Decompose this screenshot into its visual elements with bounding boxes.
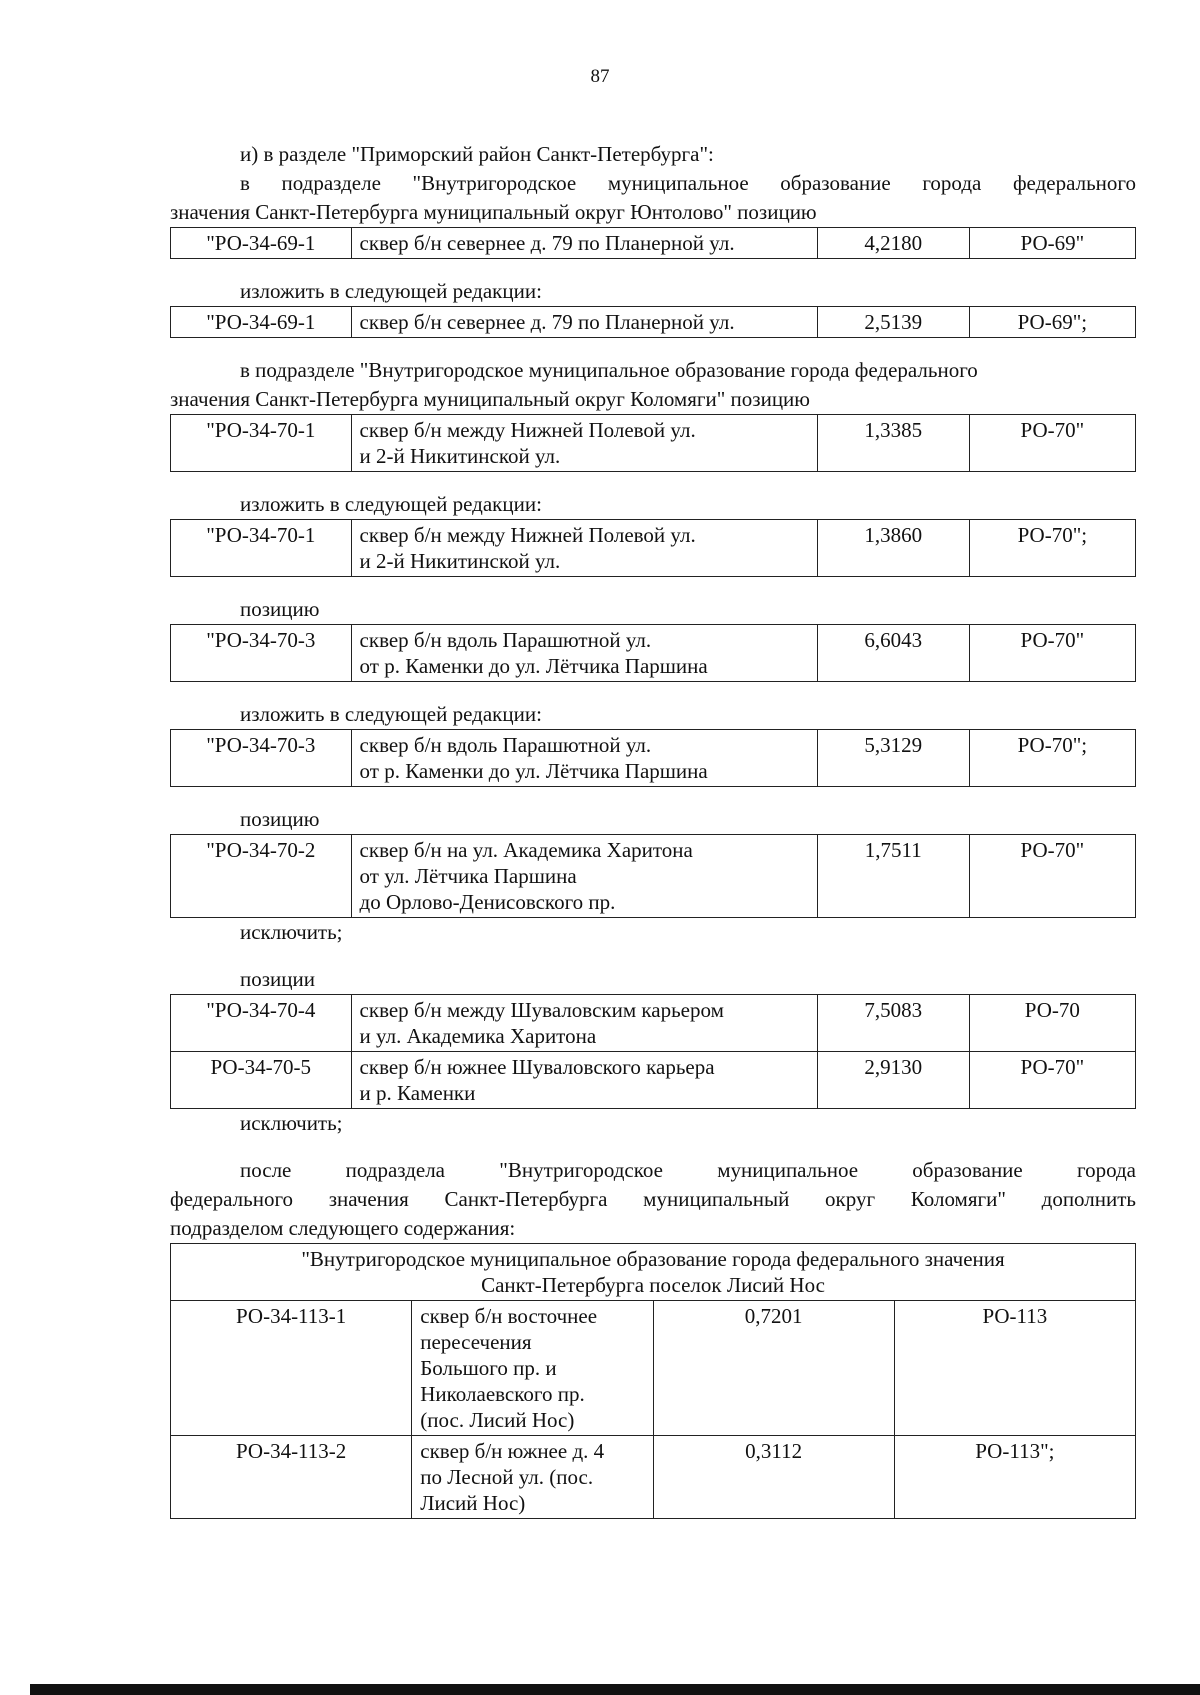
cell-name-line: сквер б/н вдоль Парашютной ул.: [359, 628, 652, 652]
cell-code: "РО-34-69-1: [171, 228, 352, 259]
cell-district: РО-70";: [969, 730, 1135, 787]
cell-name-line: сквер б/н севернее д. 79 по Планерной ул.: [359, 231, 735, 255]
cell-code: "РО-34-70-3: [171, 730, 352, 787]
cell-area: 0,7201: [653, 1301, 894, 1436]
cell-area: 7,5083: [817, 995, 969, 1052]
cell-district: РО-70": [969, 1052, 1135, 1109]
document-body: [170, 140, 1136, 1519]
scan-edge-bar: [30, 1684, 1200, 1695]
cell-district: РО-113";: [894, 1436, 1135, 1519]
table-kolomyagi-701-old: [170, 414, 1136, 472]
cell-code: РО-34-113-1: [171, 1301, 412, 1436]
cell-name-line: сквер б/н севернее д. 79 по Планерной ул.: [359, 310, 735, 334]
cell-name: [351, 228, 817, 259]
cell-name: [351, 995, 817, 1052]
cell-area: 1,7511: [817, 835, 969, 918]
cell-district: РО-70": [969, 415, 1135, 472]
cell-name-line: сквер б/н восточнее пересечения: [420, 1304, 598, 1354]
subsection-header-line: "Внутригородское муниципальное образование города федерального значения: [301, 1247, 1005, 1271]
subsection-kolomyagi-line2: значения Санкт-Петербурга муниципальный округ Коломяги" позицию: [170, 387, 810, 411]
after-subsection-line1: после подраздела "Внутригородское муниципальное образование города: [240, 1158, 1136, 1182]
cell-name-line: от р. Каменки до ул. Лётчика Паршина: [359, 654, 708, 678]
table-kolomyagi-701-new: [170, 519, 1136, 577]
cell-code: "РО-34-70-1: [171, 415, 352, 472]
cell-name-line: от р. Каменки до ул. Лётчика Паршина: [359, 759, 708, 783]
cell-name-line: сквер б/н южнее Шуваловского карьера: [359, 1055, 715, 1079]
table-kolomyagi-702-excluded: [170, 834, 1136, 918]
position-phrase: позицию: [240, 597, 320, 621]
cell-name-line: сквер б/н между Нижней Полевой ул.: [359, 523, 696, 547]
cell-name-line: до Орлово-Денисовского пр.: [359, 890, 616, 914]
table-row: [171, 1301, 1136, 1436]
after-subsection-line3: подразделом следующего содержания:: [170, 1216, 516, 1240]
cell-name-line: сквер б/н южнее д. 4: [420, 1439, 605, 1463]
table-kolomyagi-703-new: [170, 729, 1136, 787]
cell-name-line: и р. Каменки: [359, 1081, 476, 1105]
cell-district: РО-70": [969, 625, 1135, 682]
cell-name: [351, 415, 817, 472]
exclude-phrase: исключить;: [240, 1111, 343, 1135]
table-lisiy-nos-new: [170, 1243, 1136, 1519]
cell-district: РО-69";: [969, 307, 1135, 338]
table-row: [171, 730, 1136, 787]
cell-name-line: Большого пр. и Николаевского пр.: [420, 1356, 585, 1406]
cell-area: 4,2180: [817, 228, 969, 259]
table-row: [171, 415, 1136, 472]
after-subsection-line2: федерального значения Санкт-Петербурга муниципальный округ Коломяги" дополнить: [170, 1187, 1136, 1211]
cell-name: [412, 1301, 653, 1436]
cell-district: РО-113: [894, 1301, 1135, 1436]
edit-phrase: изложить в следующей редакции:: [240, 492, 542, 516]
cell-name-line: по Лесной ул. (пос. Лисий Нос): [420, 1465, 594, 1515]
table-header-row: [171, 1244, 1136, 1301]
subsection-yuntolovo-line1: в подразделе "Внутригородское муниципальное образование города федерального: [240, 171, 1136, 195]
cell-name-line: от ул. Лётчика Паршина: [359, 864, 577, 888]
district-section-line: и) в разделе "Приморский район Санкт-Петербурга":: [240, 142, 714, 166]
cell-area: 6,6043: [817, 625, 969, 682]
cell-name-line: и 2-й Никитинской ул.: [359, 549, 561, 573]
cell-name: [351, 1052, 817, 1109]
cell-code: "РО-34-70-1: [171, 520, 352, 577]
subsection-kolomyagi-line1: в подразделе "Внутригородское муниципальное образование города федерального: [240, 358, 978, 382]
table-row: [171, 995, 1136, 1052]
table-row: [171, 228, 1136, 259]
cell-area: 2,9130: [817, 1052, 969, 1109]
cell-code: "РО-34-69-1: [171, 307, 352, 338]
cell-district: РО-70": [969, 835, 1135, 918]
subsection-header-cell: [171, 1244, 1136, 1301]
cell-name-line: сквер б/н между Нижней Полевой ул.: [359, 418, 696, 442]
cell-name-line: сквер б/н между Шуваловским карьером: [359, 998, 724, 1022]
page-number: 87: [590, 66, 610, 87]
table-row: [171, 1052, 1136, 1109]
cell-district: РО-70: [969, 995, 1135, 1052]
cell-name: [351, 307, 817, 338]
cell-district: РО-70";: [969, 520, 1135, 577]
cell-name-line: сквер б/н вдоль Парашютной ул.: [359, 733, 652, 757]
table-row: [171, 520, 1136, 577]
cell-code: "РО-34-70-3: [171, 625, 352, 682]
position-phrase: позицию: [240, 807, 320, 831]
cell-area: 0,3112: [653, 1436, 894, 1519]
table-yuntolovo-old: [170, 227, 1136, 259]
cell-area: 1,3385: [817, 415, 969, 472]
edit-phrase: изложить в следующей редакции:: [240, 702, 542, 726]
cell-code: РО-34-113-2: [171, 1436, 412, 1519]
positions-phrase: позиции: [240, 967, 315, 991]
subsection-header-line: Санкт-Петербурга поселок Лисий Нос: [481, 1273, 825, 1297]
cell-area: 5,3129: [817, 730, 969, 787]
table-kolomyagi-704-705-excluded: [170, 994, 1136, 1109]
cell-area: 2,5139: [817, 307, 969, 338]
cell-name: [351, 730, 817, 787]
subsection-yuntolovo-line2: значения Санкт-Петербурга муниципальный округ Юнтолово" позицию: [170, 200, 817, 224]
table-row: [171, 625, 1136, 682]
cell-name: [351, 835, 817, 918]
exclude-phrase: исключить;: [240, 920, 343, 944]
cell-name-line: (пос. Лисий Нос): [420, 1408, 575, 1432]
table-row: [171, 1436, 1136, 1519]
cell-area: 1,3860: [817, 520, 969, 577]
cell-code: "РО-34-70-4: [171, 995, 352, 1052]
cell-name-line: и 2-й Никитинской ул.: [359, 444, 561, 468]
table-row: [171, 307, 1136, 338]
cell-name: [412, 1436, 653, 1519]
cell-district: РО-69": [969, 228, 1135, 259]
cell-code: "РО-34-70-2: [171, 835, 352, 918]
edit-phrase: изложить в следующей редакции:: [240, 279, 542, 303]
cell-code: РО-34-70-5: [171, 1052, 352, 1109]
cell-name-line: и ул. Академика Харитона: [359, 1024, 597, 1048]
table-row: [171, 835, 1136, 918]
cell-name: [351, 625, 817, 682]
cell-name-line: сквер б/н на ул. Академика Харитона: [359, 838, 693, 862]
cell-name: [351, 520, 817, 577]
table-yuntolovo-new: [170, 306, 1136, 338]
table-kolomyagi-703-old: [170, 624, 1136, 682]
